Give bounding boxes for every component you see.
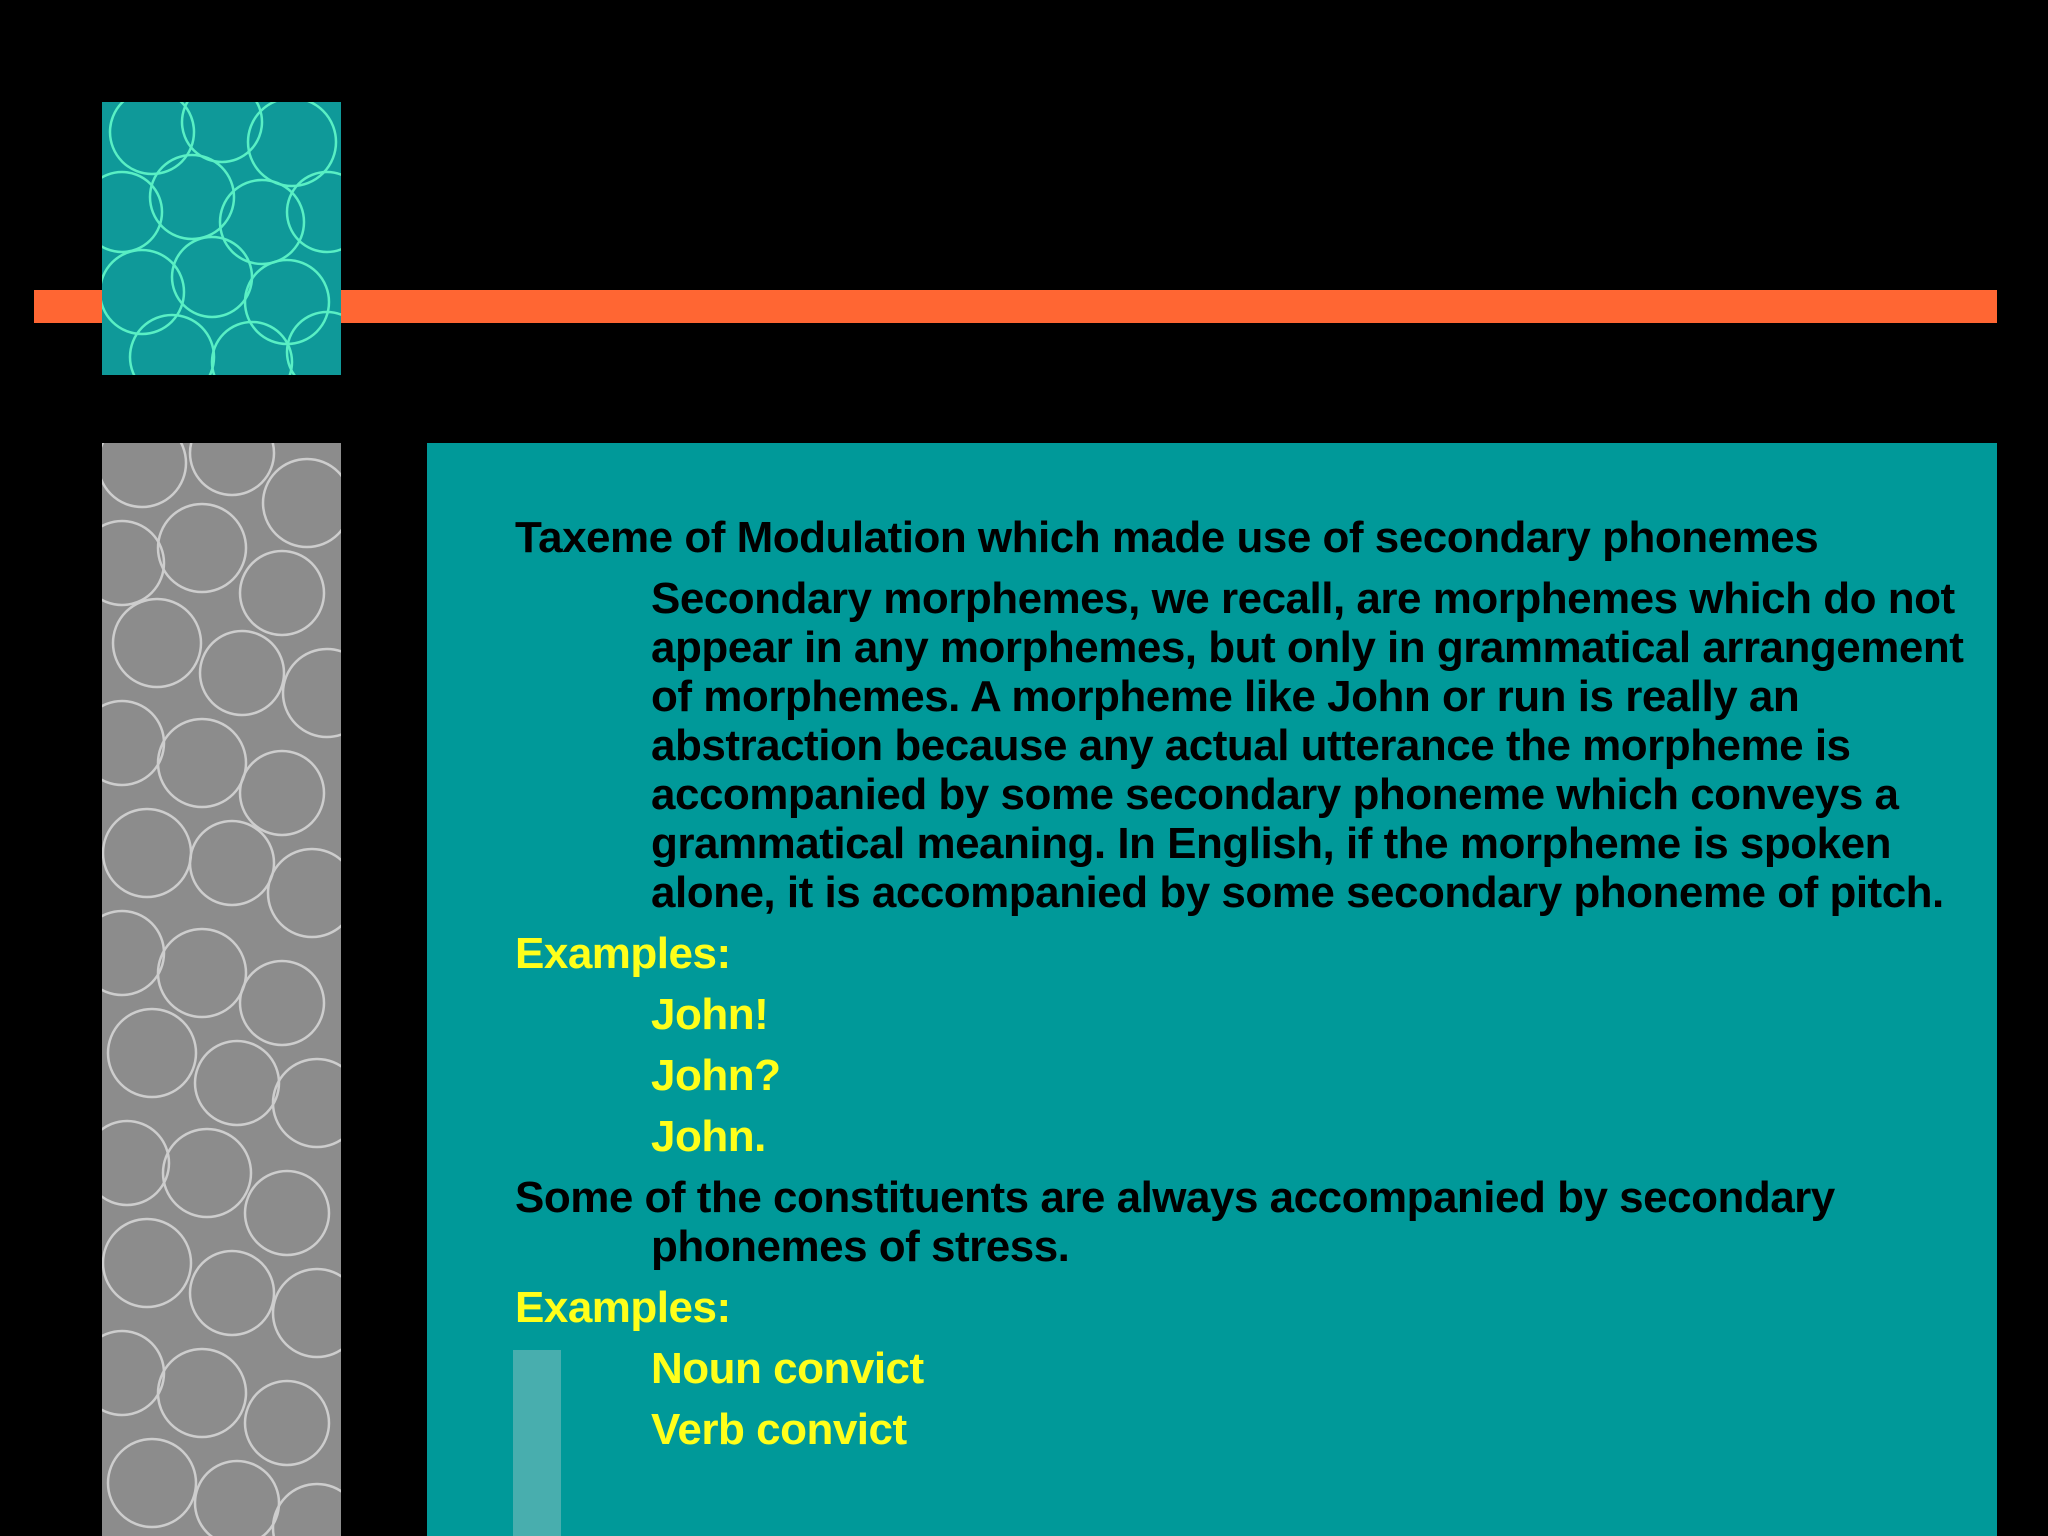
slide-body xyxy=(515,513,1975,1466)
content-panel xyxy=(427,443,1997,1536)
example-item: John? xyxy=(651,1051,781,1100)
examples-label: Examples: xyxy=(515,929,731,978)
examples-label: Examples: xyxy=(515,1283,731,1332)
example-item: Verb convict xyxy=(651,1405,907,1454)
example-item: Noun convict xyxy=(651,1344,924,1393)
body-statement: Some of the constituents are always accompanied by secondary phonemes of stress. xyxy=(515,1173,1835,1271)
example-item: John. xyxy=(651,1112,766,1161)
teal-circle-pattern-tile xyxy=(102,102,341,375)
gray-circle-pattern-column xyxy=(102,443,341,1536)
example-item: John! xyxy=(651,990,769,1039)
body-heading: Taxeme of Modulation which made use of secondary phonemes xyxy=(515,513,1819,562)
body-explanation: Secondary morphemes, we recall, are morphemes which do not appear in any morphemes, but only in grammatical arrangement of morphemes. A morpheme like John or run is really an abstraction because any actual utterance the morpheme is accompanied by some secondary phoneme which conveys a grammatical meaning. In English, if the morpheme is spoken alone, it is accompanied by some secondary phoneme of pitch. xyxy=(651,574,1964,917)
circle-pattern-icon xyxy=(102,443,341,1536)
circle-pattern-icon xyxy=(102,102,341,375)
